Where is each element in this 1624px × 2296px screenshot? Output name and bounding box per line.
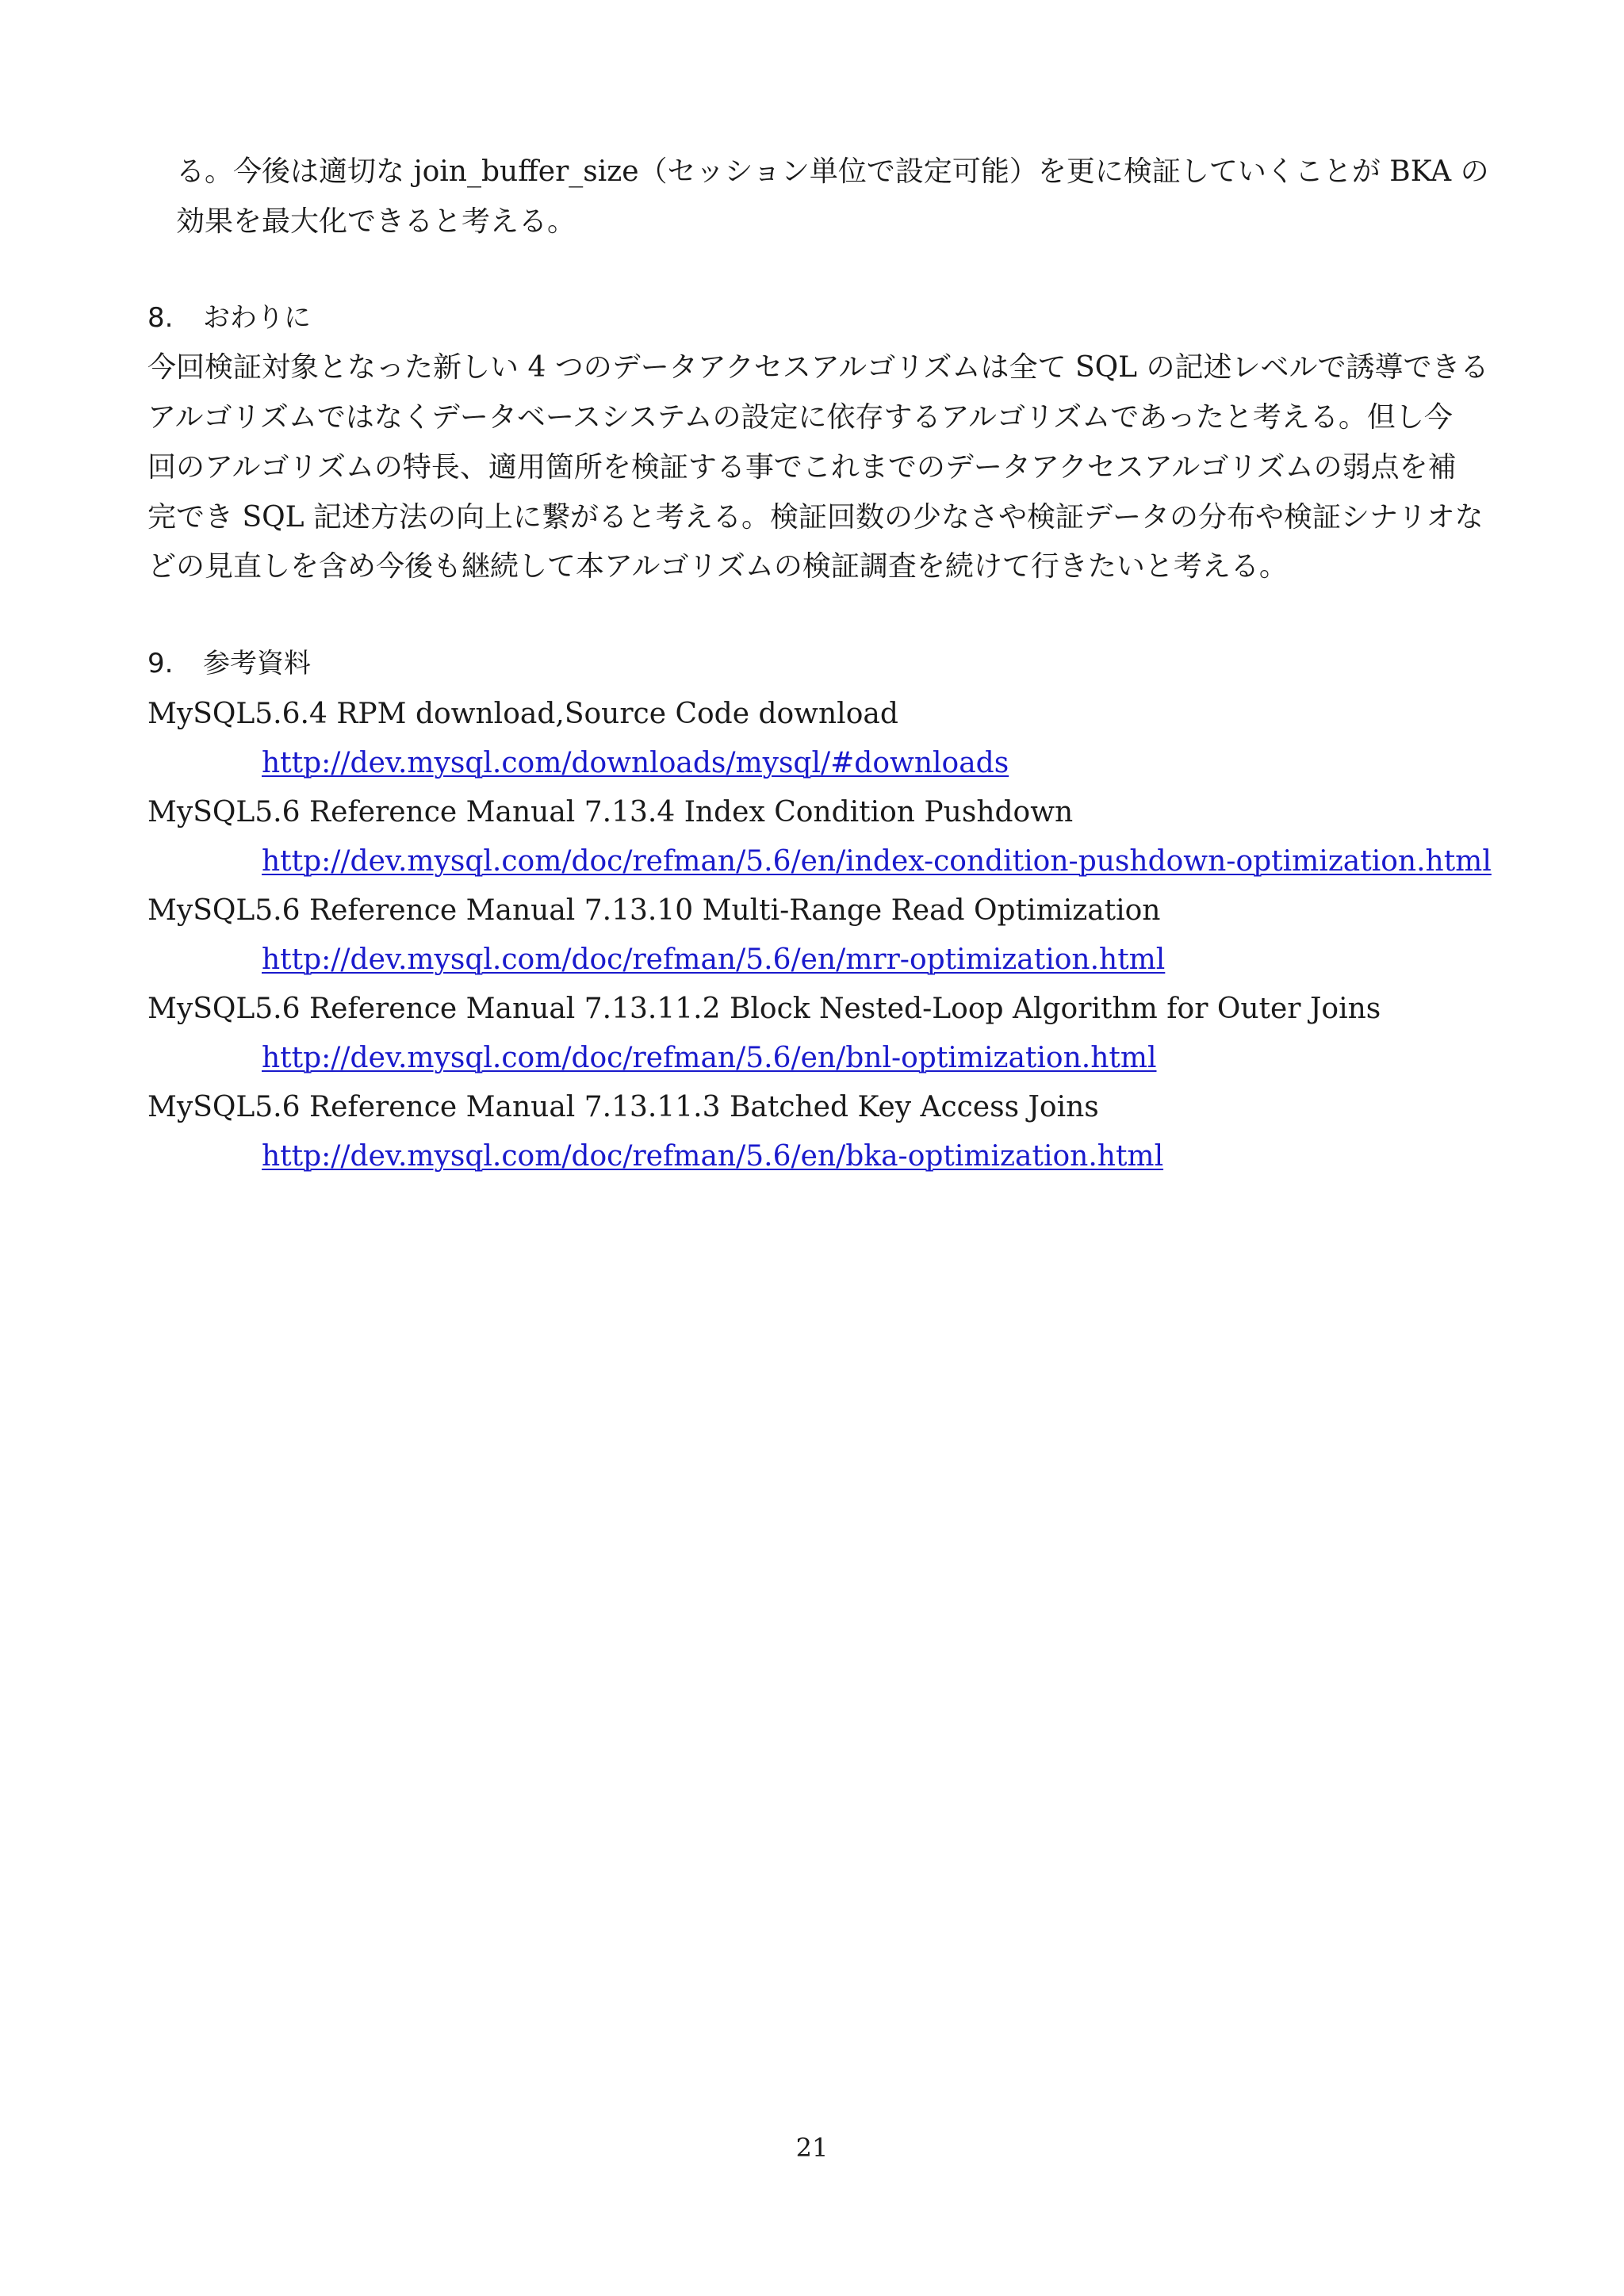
continuation-line-2: 効果を最大化できると考える。 bbox=[176, 205, 576, 238]
page-number: 21 bbox=[795, 2133, 829, 2163]
reference-link-4[interactable]: http://dev.mysql.com/doc/refman/5.6/en/bnl-optimization.html bbox=[262, 1042, 1157, 1074]
section-8-line-5: どの見直しを含め今後も継続して本アルゴリズムの検証調査を続けて行きたいと考える。 bbox=[147, 550, 1288, 583]
section-8-line-1: 今回検証対象となった新しい 4 つのデータアクセスアルゴリズムは全て SQL の記述レベルで誘導できる bbox=[147, 351, 1489, 384]
section-8-line-2: アルゴリズムではなくデータベースシステムの設定に依存するアルゴリズムであったと考える。但し今 bbox=[147, 401, 1453, 434]
reference-title-2: MySQL5.6 Reference Manual 7.13.4 Index Condition Pushdown bbox=[147, 796, 1074, 828]
section-9-number: 9. bbox=[147, 648, 174, 679]
section-9-heading bbox=[147, 650, 311, 677]
reference-title-3: MySQL5.6 Reference Manual 7.13.10 Multi-Range Read Optimization bbox=[147, 894, 1161, 927]
reference-title-5: MySQL5.6 Reference Manual 7.13.11.3 Batched Key Access Joins bbox=[147, 1091, 1099, 1123]
section-8-heading bbox=[147, 302, 311, 334]
section-8-line-3: 回のアルゴリズムの特長、適用箇所を検証する事でこれまでのデータアクセスアルゴリズムの弱点を補 bbox=[147, 451, 1457, 484]
section-8-title: おわりに bbox=[203, 302, 311, 334]
reference-link-2[interactable]: http://dev.mysql.com/doc/refman/5.6/en/index-condition-pushdown-optimization.html bbox=[262, 845, 1492, 878]
section-8-number: 8. bbox=[147, 302, 174, 334]
reference-link-1[interactable]: http://dev.mysql.com/downloads/mysql/#downloads bbox=[262, 747, 1009, 779]
reference-title-4: MySQL5.6 Reference Manual 7.13.11.2 Block Nested-Loop Algorithm for Outer Joins bbox=[147, 993, 1381, 1025]
reference-title-1: MySQL5.6.4 RPM download,Source Code download bbox=[147, 698, 898, 730]
section-9-title: 参考資料 bbox=[203, 648, 311, 679]
reference-link-3[interactable]: http://dev.mysql.com/doc/refman/5.6/en/mrr-optimization.html bbox=[262, 943, 1166, 976]
continuation-line-1: る。今後は適切な join_buffer_size（セッション単位で設定可能）を更に検証していくことが BKA の bbox=[176, 155, 1489, 188]
section-8-line-4: 完でき SQL 記述方法の向上に繋がると考える。検証回数の少なさや検証データの分布や検証シナリオな bbox=[147, 501, 1484, 534]
reference-link-5[interactable]: http://dev.mysql.com/doc/refman/5.6/en/bka-optimization.html bbox=[262, 1140, 1164, 1173]
